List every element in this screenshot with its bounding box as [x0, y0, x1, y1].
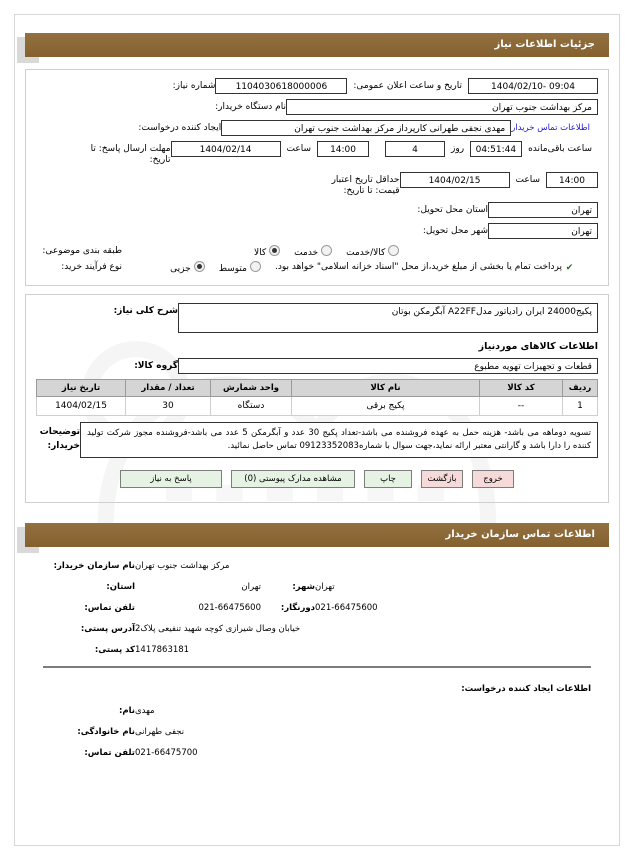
process-option-medium-label: متوسط	[218, 264, 247, 274]
th-row-number: ردیف	[563, 380, 598, 397]
check-icon[interactable]: ✔	[565, 263, 574, 273]
classification-option-goods[interactable]	[254, 245, 280, 258]
row-deadline	[36, 141, 598, 167]
goods-table	[36, 379, 598, 416]
section-header-need-details	[25, 33, 609, 57]
classification-option-service-label: خدمت	[294, 248, 319, 258]
province-label: استان محل تحویل:	[417, 205, 488, 215]
row-buyer-org	[36, 99, 598, 115]
action-button-bar	[36, 470, 598, 488]
classification-option-both-label: کالا/خدمت	[346, 248, 386, 258]
radio-icon[interactable]	[321, 245, 332, 256]
creator-last-name-value: نجفی طهرانی	[135, 727, 185, 738]
contact-fax-value: 021-66475600	[315, 603, 378, 614]
creator-row-first-name	[43, 706, 591, 716]
process-option-minor[interactable]	[170, 261, 205, 274]
contact-phone-label: تلفن تماس:	[84, 603, 135, 614]
city-label: شهر محل تحویل:	[422, 226, 488, 236]
goods-group-label: گروه کالا:	[134, 361, 178, 371]
need-number-field[interactable]: 1104030618000006	[215, 78, 347, 94]
cell-unit: دستگاه	[211, 397, 292, 416]
radio-icon[interactable]	[269, 245, 280, 256]
classification-option-both[interactable]	[346, 245, 399, 258]
creator-contact-block	[43, 706, 591, 758]
contact-row-phone	[43, 603, 591, 613]
section-divider	[43, 666, 591, 668]
contact-address-value: خیابان وصال شیرازی کوچه شهید تنفیعی پلاک2	[135, 624, 301, 635]
creator-row-last-name	[43, 727, 591, 737]
contact-city-label: شهر:	[292, 582, 315, 593]
contact-org-label: نام سازمان خریدار:	[53, 561, 135, 572]
row-classification	[36, 245, 598, 258]
contact-section-title: اطلاعات تماس سازمان خریدار	[445, 529, 595, 541]
row-city	[36, 223, 598, 239]
city-field[interactable]: تهران	[488, 223, 598, 239]
contact-row-zip	[43, 645, 591, 655]
row-process	[36, 261, 598, 274]
goods-card	[25, 294, 609, 503]
page-title: جزئیات اطلاعات نیاز	[494, 39, 595, 50]
announce-label: تاریخ و ساعت اعلان عمومی:	[353, 81, 462, 91]
th-goods-code: کد کالا	[480, 380, 563, 397]
th-goods-name: نام کالا	[292, 380, 480, 397]
creator-field[interactable]: مهدی نجفی طهرانی کارپرداز مرکز بهداشت جنوب تهران	[221, 120, 511, 136]
contact-city-value: تهران	[315, 582, 335, 593]
treasury-bond-label: پرداخت تمام یا بخشی از مبلغ خرید،از محل "اسناد خزانه اسلامی" خواهد بود.	[274, 262, 562, 272]
row-need-number	[36, 78, 598, 94]
creator-first-name-value: مهدی	[135, 706, 155, 717]
deadline-hour-label: ساعت	[286, 144, 312, 154]
th-need-date: تاریخ نیاز	[37, 380, 126, 397]
process-label: نوع فرآیند خرید:	[61, 261, 122, 272]
cell-goods-name: پکیج برقی	[292, 397, 480, 416]
view-attachments-button[interactable]: مشاهده مدارک پیوستی (0)	[231, 470, 355, 488]
announce-datetime-field[interactable]: 09:04 -1404/02/10	[468, 78, 598, 94]
print-button[interactable]: چاپ	[364, 470, 412, 488]
section-header-buyer-contact	[25, 523, 609, 547]
answer-need-button[interactable]: پاسخ به نیاز	[120, 470, 222, 488]
creator-phone-label: تلفن تماس:	[84, 748, 135, 759]
deadline-label: مهلت ارسال پاسخ: تا تاریخ:	[90, 144, 171, 166]
deadline-hour-field[interactable]: 14:00	[317, 141, 369, 157]
need-number-label: شماره نیاز:	[172, 81, 216, 91]
contact-org-value: مرکز بهداشت جنوب تهران	[135, 561, 230, 572]
contact-address-label: آدرس پستی:	[80, 624, 135, 635]
summary-field[interactable]: پکیج24000 ایران رادیاتور مدلA22FF آبگرمکن بوتان	[178, 303, 598, 333]
creator-label: ایجاد کننده درخواست:	[138, 123, 222, 133]
creator-last-name-label: نام خانوادگی:	[77, 727, 135, 738]
cell-goods-code: --	[480, 397, 563, 416]
buyer-notes	[36, 422, 598, 458]
process-option-minor-label: جزیی	[170, 264, 191, 274]
th-quantity: تعداد / مقدار	[126, 380, 211, 397]
contact-province-value: تهران	[241, 582, 261, 593]
buyer-contact-block	[43, 561, 591, 655]
remaining-label: ساعت باقی‌مانده	[528, 144, 592, 154]
row-summary	[36, 303, 598, 333]
creator-section-title: اطلاعات ایجاد کننده درخواست:	[461, 684, 591, 695]
row-validity	[36, 172, 598, 198]
summary-label: شرح کلی نیاز:	[113, 306, 178, 316]
days-unit-label: روز	[451, 144, 465, 154]
cell-quantity: 30	[126, 397, 211, 416]
page-frame	[14, 14, 620, 846]
treasury-bond-checkbox[interactable]	[275, 262, 574, 273]
creator-row-phone	[43, 748, 591, 758]
row-creator	[36, 120, 598, 136]
contact-row-location	[43, 582, 591, 592]
contact-province-label: استان:	[106, 582, 135, 593]
cell-row-number: 1	[563, 397, 598, 416]
row-province	[36, 202, 598, 218]
table-header-row	[37, 380, 598, 397]
goods-section-title: اطلاعات کالاهای موردنیاز	[478, 341, 598, 352]
buyer-notes-text: تسویه دوماهه می باشد- هزینه حمل به عهده فروشنده می باشد-تعداد پکیج 30 عدد و آبگرمکن 5 عدد می باشد-فروشنده مجوز شرکت تولید کننده را دارا باشد و گارانتی معتبر ارائه نماید،جهت سوال با شماره09123352083 تماس حاصل نمائید.	[80, 422, 598, 458]
th-unit: واحد شمارش	[211, 380, 292, 397]
need-details-card	[25, 69, 609, 286]
contact-row-address	[43, 624, 591, 634]
back-button[interactable]: بازگشت	[421, 470, 463, 488]
buyer-notes-label: توضیحات خریدار:	[39, 427, 80, 451]
classification-label: طبقه بندی موضوعی:	[42, 245, 122, 256]
cell-need-date: 1404/02/15	[37, 397, 126, 416]
contact-zip-label: کد پستی:	[94, 645, 135, 656]
goods-group-field[interactable]: قطعات و تجهیزات تهویه مطبوع	[178, 358, 598, 374]
radio-icon[interactable]	[388, 245, 399, 256]
province-field[interactable]: تهران	[488, 202, 598, 218]
radio-icon[interactable]	[194, 261, 205, 272]
row-goods-group	[36, 358, 598, 374]
contact-row-org	[43, 561, 591, 571]
validity-hour-label: ساعت	[515, 174, 540, 185]
validity-hour-field[interactable]: 14:00	[546, 172, 598, 188]
validity-label: حداقل تاریخ اعتبار قیمت: تا تاریخ:	[331, 174, 400, 196]
buyer-org-label: نام دستگاه خریدار:	[215, 102, 286, 112]
radio-icon[interactable]	[250, 261, 261, 272]
table-row	[37, 397, 598, 416]
contact-phone-value: 021-66475600	[198, 603, 261, 614]
creator-phone-value: 021-66475700	[135, 748, 198, 759]
classification-option-service[interactable]	[294, 245, 332, 258]
contact-fax-label: دورنگار:	[280, 603, 315, 614]
buyer-contact-link[interactable]: اطلاعات تماس خریدار	[511, 123, 590, 133]
remaining-days-field[interactable]: 4	[385, 141, 445, 157]
creator-first-name-label: نام:	[118, 706, 135, 717]
deadline-date-field[interactable]: 1404/02/14	[171, 141, 281, 157]
classification-option-goods-label: کالا	[254, 248, 267, 258]
process-option-medium[interactable]	[219, 261, 261, 274]
remaining-time-field: 04:51:44	[470, 141, 522, 157]
buyer-org-field[interactable]: مرکز بهداشت جنوب تهران	[286, 99, 598, 115]
validity-date-field[interactable]: 1404/02/15	[400, 172, 510, 188]
exit-button[interactable]: خروج	[472, 470, 514, 488]
contact-zip-value: 1417863181	[135, 645, 190, 656]
